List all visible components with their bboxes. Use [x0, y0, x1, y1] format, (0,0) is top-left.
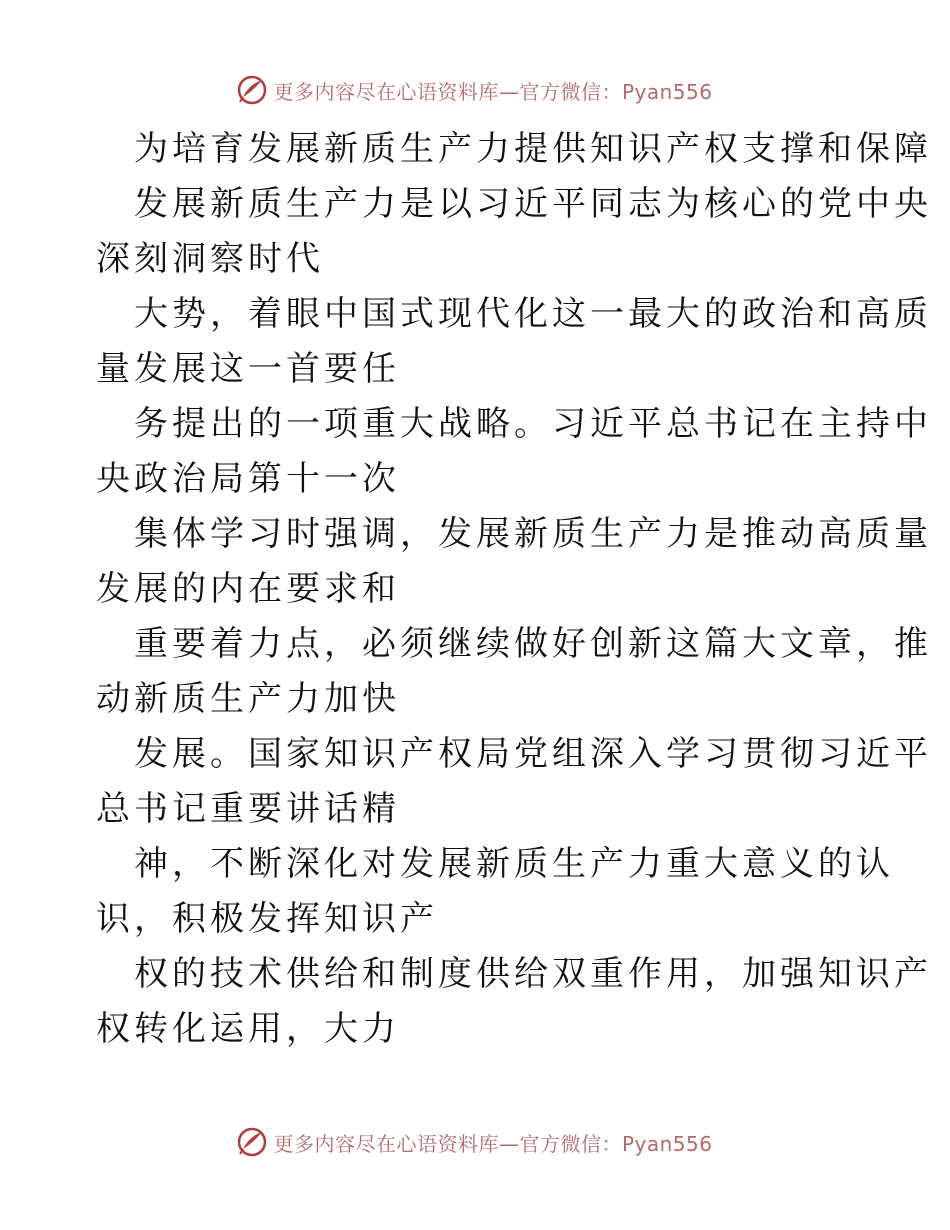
paragraph-line: 发展。国家知识产权局党组深入学习贯彻习近平 — [134, 734, 932, 774]
paragraph-line: 发展的内在要求和 — [96, 569, 400, 609]
quill-pen-logo-icon — [237, 75, 267, 105]
banner-text: 更多内容尽在心语资料库—官方微信：Pyan556 — [273, 79, 713, 104]
paragraph-line: 权转化运用，大力 — [96, 1009, 400, 1049]
paragraph-line: 大势，着眼中国式现代化这一最大的政治和高质 — [134, 294, 932, 334]
banner-text: 更多内容尽在心语资料库—官方微信：Pyan556 — [273, 1131, 713, 1156]
paragraph-line: 权的技术供给和制度供给双重作用，加强知识产 — [134, 954, 932, 994]
document-title: 为培育发展新质生产力提供知识产权支撑和保障 — [134, 129, 932, 169]
paragraph-line: 动新质生产力加快 — [96, 679, 400, 719]
paragraph-line: 量发展这一首要任 — [96, 349, 400, 389]
footer-banner — [0, 1122, 950, 1162]
document-body — [96, 122, 932, 1057]
paragraph-line: 务提出的一项重大战略。习近平总书记在主持中 — [134, 404, 932, 444]
paragraph-line: 深刻洞察时代 — [96, 239, 324, 279]
paragraph-line: 总书记重要讲话精 — [96, 789, 400, 829]
paragraph-line: 集体学习时强调，发展新质生产力是推动高质量 — [134, 514, 932, 554]
paragraph-line: 央政治局第十一次 — [96, 459, 400, 499]
paragraph-line: 重要着力点，必须继续做好创新这篇大文章，推 — [134, 624, 932, 664]
paragraph-line: 发展新质生产力是以习近平同志为核心的党中央 — [134, 184, 932, 224]
quill-pen-logo-icon — [237, 1127, 267, 1157]
header-banner — [0, 70, 950, 110]
paragraph-line: 神，不断深化对发展新质生产力重大意义的认 — [134, 844, 894, 884]
paragraph-line: 识，积极发挥知识产 — [96, 899, 438, 939]
